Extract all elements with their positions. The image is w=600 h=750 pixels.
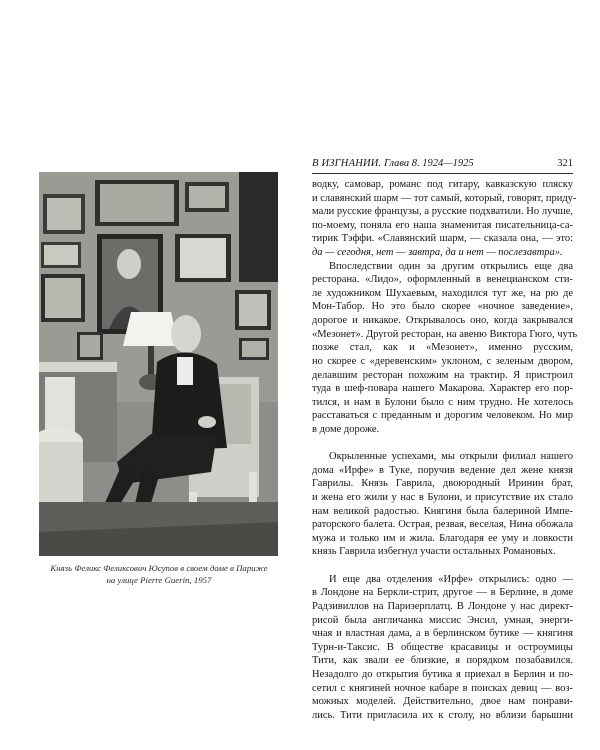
text-line: нам великой радостью. Княгиня была балериной Импе- <box>312 505 573 517</box>
text-line: в Лондоне на Беркли-стрит, другое — в Берлине, в доме <box>312 587 573 599</box>
text-line: но скорее с «деревенским» уклоном, с зеленым двором, <box>312 355 573 367</box>
paragraph-gap <box>312 437 573 451</box>
running-head-section: В ИЗГНАНИИ. <box>312 158 382 169</box>
text-line: по-моему, поняла его наша знаменитая писательница-са- <box>312 219 573 231</box>
text-line: рисой была англичанка миссис Энсил, умная, энерги- <box>312 614 573 626</box>
text-line: тился, и нам в Булони было с ним трудно. Не хотелось <box>312 396 573 408</box>
paragraph-3 <box>312 450 573 559</box>
text-line: водку, самовар, романс под гитару, кавказскую пляску <box>312 179 573 190</box>
text-line: делавшим ресторан похожим на трактир. Я пристроил <box>312 369 573 381</box>
text-line: ресторана. «Лидо», оформленный в венецианском сти- <box>312 274 573 286</box>
text-line: сетил с княгиней ночное кабаре в поисках девиц — воз- <box>312 682 573 694</box>
text-line: Радзивиллов на Паризерплатц. В Лондоне у нас директ- <box>312 600 573 612</box>
text-line: князь Гаврила избегнул участи остальных Романовых. <box>312 546 556 558</box>
text-line: позже стал, как и «Мезонет», именно русским, <box>312 342 573 354</box>
text-line: можных моделей. Действительно, двое нам понрави- <box>312 696 573 708</box>
text-line: Окрыленные успехами, мы открыли филиал нашего <box>329 451 573 463</box>
text-line: И еще два отделения «Ирфе» открылись: одно — <box>329 573 573 585</box>
paragraph-2 <box>312 260 578 437</box>
text-line: туда в шеф-повара нашего Макарова. Характер его пор- <box>312 383 573 395</box>
text-line: Незадолго до открытия бутика я приехал в Берлин и по- <box>312 668 573 680</box>
text-line: «Мезонет». Другой ресторан, на авеню Виктора Гюго, чуть <box>312 328 578 340</box>
text-line: в доме дороже. <box>312 423 380 435</box>
text-line: дорогое и никакое. Открывалось оно, когда закрывался <box>312 315 573 327</box>
text-line: тирик Тэффи. «Славянский шарм, — сказала она, — это: <box>312 233 573 245</box>
running-head-chapter: Глава 8. 1924—1925 <box>381 158 474 169</box>
photo-caption-line-2: на улице Pierre Guerin, 1957 <box>106 575 212 585</box>
paragraph-4 <box>312 573 573 723</box>
text-line: расставаться с преданным и дорогим человеком. Но мир <box>312 410 573 422</box>
text-line: Впоследствии один за другим открылись еще два <box>329 260 573 272</box>
text-line: Мон-Табор. Но это было скорее «ночное заведение», <box>312 301 573 313</box>
text-line: мали русские французы, а русские подхватили. Но лучше, <box>312 206 573 218</box>
photo-prince-in-paris-home <box>39 172 278 556</box>
text-line-italic-quote <box>312 246 573 260</box>
page-number: 321 <box>557 158 573 169</box>
text-line: лись. Тити пригласила их к столу, но вблизи барышни <box>312 709 573 721</box>
running-head <box>312 157 573 174</box>
text-line: дома «Ирфе» в Туке, поручив ведение дел жене князя <box>312 464 573 476</box>
text-line: и жена его жили у нас в Булони, и присутствие их стало <box>312 492 573 504</box>
text-line: ле художником Шухаевым, находился тут же, на рю де <box>312 287 573 299</box>
paragraph-gap <box>312 559 573 573</box>
italic-quote: да — сегодня, нет — завтра, да и нет — послезавтра». <box>312 247 563 259</box>
text-line: чная и властная дама, а в берлинском бутике — княгиня <box>312 628 573 640</box>
body-text <box>312 178 578 722</box>
text-line: Турн-и-Таксис. В обществе красавицы и остроумицы <box>312 641 573 653</box>
text-line: Тити, как звали ее близкие, я порядком позабавился. <box>312 655 573 667</box>
text-line: Гаврилы. Князь Гаврила, двоюродный Иринин брат, <box>312 478 573 490</box>
photo-caption <box>30 562 288 586</box>
running-head-title <box>312 157 474 171</box>
paragraph-1 <box>312 178 577 260</box>
text-line: раторского балета. Острая, резвая, веселая, Нина обожала <box>312 519 573 531</box>
text-line: и славянский шарм — тот самый, который, говорят, приду- <box>312 192 577 204</box>
text-line: мужа и только им и жила. Благодаря ее уму и ловкости <box>312 532 573 544</box>
photo-caption-line-1: Князь Феликс Феликсович Юсупов в своем доме в Париже <box>50 563 268 573</box>
